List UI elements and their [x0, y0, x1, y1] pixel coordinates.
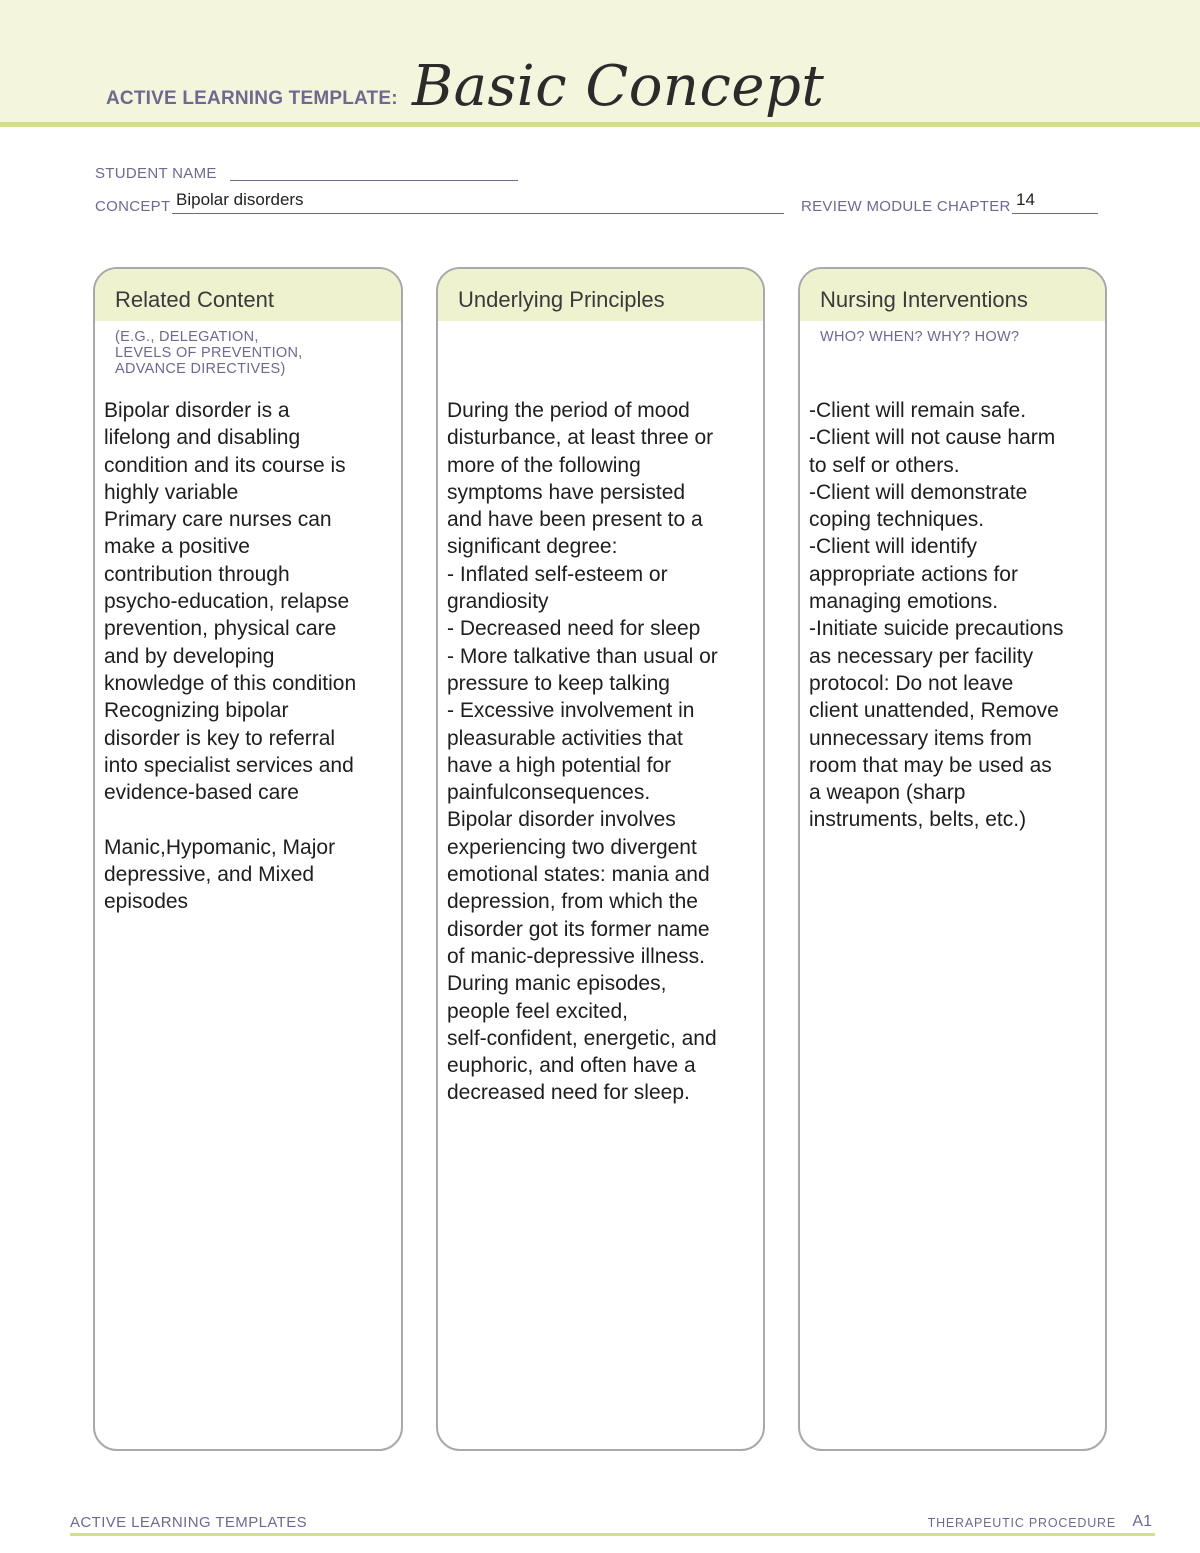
- related-content-title: Related Content: [95, 269, 401, 321]
- review-chapter-field[interactable]: [1012, 213, 1098, 214]
- review-chapter-value: 14: [1016, 190, 1035, 209]
- footer-left-label: ACTIVE LEARNING TEMPLATES: [70, 1514, 307, 1531]
- underlying-principles-title: Underlying Principles: [438, 269, 763, 321]
- footer-right-label: THERAPEUTIC PROCEDURE: [927, 1516, 1116, 1530]
- related-content-subtitle: (E.G., DELEGATION, LEVELS OF PREVENTION, ADVANCE DIRECTIVES): [115, 329, 303, 377]
- underlying-principles-panel: [436, 267, 765, 1451]
- concept-field[interactable]: [172, 213, 784, 214]
- related-content-body[interactable]: Bipolar disorder is a lifelong and disabling condition and its course is highly variable Primary care nurses can make a positive contribution through psycho-education, relapse prevention, physical care and by developing knowledge of this condition Recognizing bipolar disorder is key to referral into specialist services and evidence-based care Manic,Hypomanic, Major depressive, and Mixed episodes: [104, 399, 357, 914]
- header-divider: [0, 122, 1200, 127]
- footer-divider: [70, 1533, 1155, 1536]
- nursing-interventions-subtitle: WHO? WHEN? WHY? HOW?: [820, 329, 1020, 345]
- review-chapter-label: REVIEW MODULE CHAPTER: [801, 198, 1011, 215]
- footer-page-number: A1: [1132, 1513, 1152, 1530]
- nursing-interventions-panel: [798, 267, 1107, 1451]
- related-content-panel: [93, 267, 403, 1451]
- underlying-principles-body[interactable]: During the period of mood disturbance, at least three or more of the following symptoms have persisted and have been present to a significant degree: - Inflated self-esteem or grandiosity - Decreased need for sleep - More talkative than usual or pressure to keep talking - Excessive involvement in pleasurable activities that have a high potential for painfulconsequences. Bipolar disorder involves experiencing two divergent emotional states: mania and depression, from which the disorder got its former name of manic-depressive illness. During manic episodes, people feel excited, self-confident, energetic, and euphoric, and often have a decreased need for sleep.: [447, 399, 718, 1105]
- student-name-field[interactable]: [230, 180, 518, 181]
- template-title: Basic Concept: [412, 54, 825, 119]
- nursing-interventions-title: Nursing Interventions: [800, 269, 1105, 321]
- concept-value: Bipolar disorders: [176, 190, 304, 209]
- template-label: ACTIVE LEARNING TEMPLATE:: [106, 88, 398, 109]
- concept-label: CONCEPT: [95, 198, 171, 215]
- student-name-label: STUDENT NAME: [95, 165, 217, 182]
- nursing-interventions-body[interactable]: -Client will remain safe. -Client will not cause harm to self or others. -Client will demonstrate coping techniques. -Client will identify appropriate actions for managing emotions. -Initiate suicide precautions as necessary per facility protocol: Do not leave client unattended, Remove unnecessary items from room that may be used as a weapon (sharp instruments, belts, etc.): [809, 399, 1064, 832]
